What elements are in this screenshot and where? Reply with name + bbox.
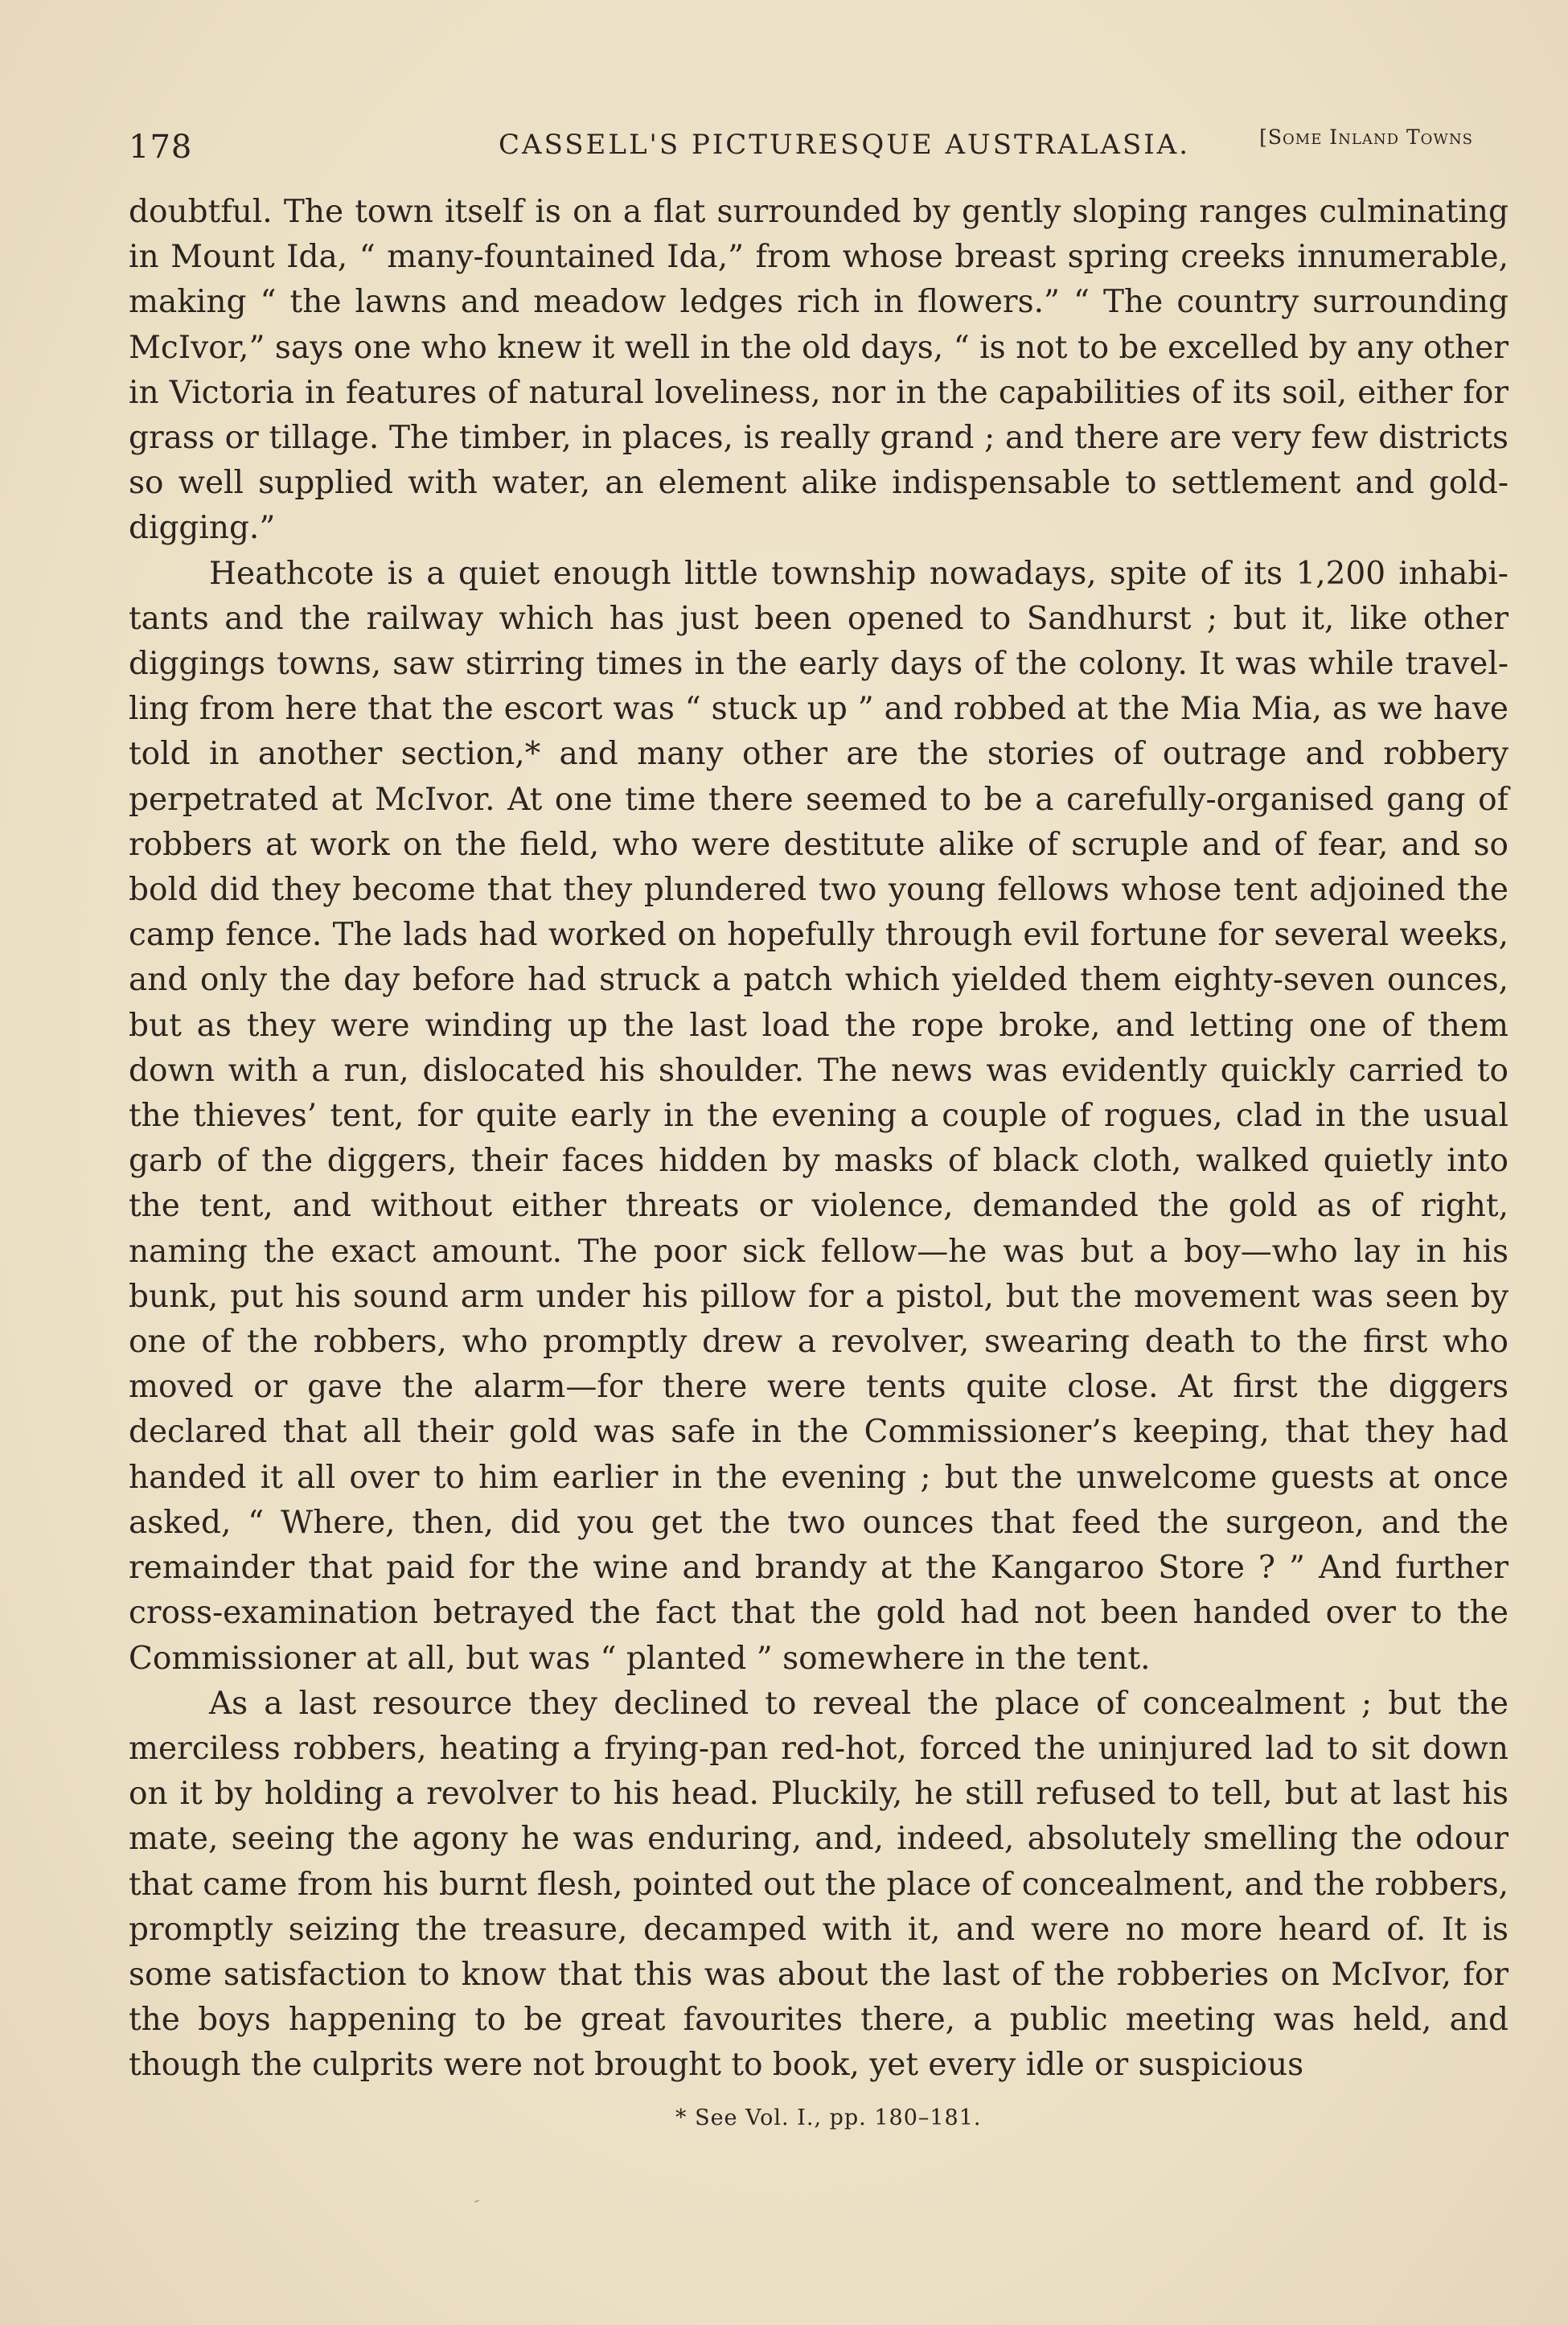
footnote: * See Vol. I., pp. 180–181. xyxy=(675,2105,982,2130)
section-heading: [Some Inland Towns xyxy=(1259,125,1473,149)
paper-speck xyxy=(474,2200,479,2203)
page-header xyxy=(129,121,1473,169)
paragraph-continued: doubtful. The town itself is on a flat surrounded by gently sloping ranges culminating in Mount Ida, “ many-fountained Ida,” from whose breast spring creeks innumerable, making “ the lawns and meadow ledges rich in flowers.” “ The country surrounding McIvor,” says one who knew it well in the old days, “ is not to be excelled by any other in Victoria in features of natural loveliness, nor in the capabilities of its soil, either for grass or tillage. The timber, in places, is really grand ; and there are very few districts so well supplied with water, an element alike indispensable to settlement and gold-digging.” xyxy=(129,194,1508,547)
paragraph-heathcote: Heathcote is a quiet enough little township nowadays, spite of its 1,200 inhabi-tants and the railway which has just been opened to Sandhurst ; but it, like other diggings towns, saw stirring times in the early days of the colony. It was while travel-ling from here that the escort was “ stuck up ” and robbed at the Mia Mia, as we have told in another section,* and many other are the stories of outrage and robbery perpetrated at McIvor. At one time there seemed to be a carefully-organised gang of robbers at work on the field, who were destitute alike of scruple and of fear, and so bold did they become that they plundered two young fellows whose tent adjoined the camp fence. The lads had worked on hopefully through evil fortune for several weeks, and only the day before had struck a patch which yielded them eighty-seven ounces, but as they were winding up the last load the rope broke, and letting one of them down with a run, dislocated his shoulder. The news was evidently quickly carried to the thieves’ tent, for quite early in the evening a couple of rogues, clad in the usual garb of the diggers, their faces hidden by masks of black cloth, walked quietly into the tent, and without either threats or violence, demanded the gold as of right, naming the exact amount. The poor sick fellow—he was but a boy—who lay in his bunk, put his sound arm under his pillow for a pistol, but the movement was seen by one of the robbers, who promptly drew a revolver, swearing death to the first who moved or gave the alarm—for there were tents quite close. At first the diggers declared that all their gold was safe in the Commissioner’s keeping, that they had handed it all over to him earlier in the evening ; but the unwelcome guests at once asked, “ Where, then, did you get the two ounces that feed the surgeon, and the remainder that paid for the wine and brandy at the Kangaroo Store ? ” And further cross-examination betrayed the fact that the gold had not been handed over to the Commissioner at all, but was “ planted ” somewhere in the tent. xyxy=(129,555,1508,1677)
running-title: CASSELL'S PICTURESQUE AUSTRALASIA. xyxy=(499,129,1191,161)
body-text xyxy=(129,190,1508,2089)
paragraph-last-resource: As a last resource they declined to reveal the place of concealment ; but the merciless robbers, heating a frying-pan red-hot, forced the uninjured lad to sit down on it by holding a revolver to his head. Pluckily, he still refused to tell, but at last his mate, seeing the agony he was enduring, and, indeed, absolutely smelling the odour that came from his burnt flesh, pointed out the place of concealment, and the robbers, promptly seizing the treasure, decamped with it, and were no more heard of. It is some satisfaction to know that this was about the last of the robberies on McIvor, for the boys happening to be great favourites there, a public meeting was held, and though the culprits were not brought to book, yet every idle or suspicious xyxy=(129,1685,1508,2084)
page-number: 178 xyxy=(129,129,193,166)
